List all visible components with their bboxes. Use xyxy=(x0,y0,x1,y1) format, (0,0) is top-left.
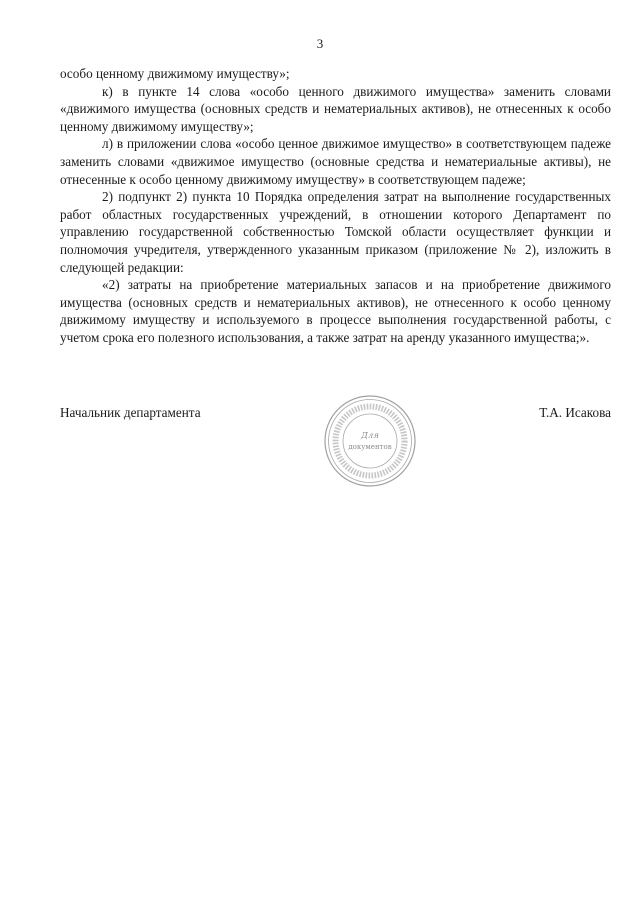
paragraph-continuation: особо ценному движимому имуществу»; xyxy=(60,66,290,81)
page-number: 3 xyxy=(316,36,324,51)
seal-center-text-top: Для xyxy=(361,431,379,441)
signer-title: Начальник департамента xyxy=(60,405,201,420)
paragraph-quoted-edition: «2) затраты на приобретение материальных запасов и на приобретение движимого имущества (основных средств и нематериальных активов), не отнесенного к особо ценному движимому имуществу и используемого в процессе выполнения государственной работы, с учетом срока его полезного использования, а также затрат на аренду указанного имущества;». xyxy=(60,277,611,345)
paragraph-item-k: к) в пункте 14 слова «особо ценного движимого имущества» заменить словами «движимого имущества (основных средств и нематериальных активов), не отнесенных к особо ценному движимому имуществу»; xyxy=(60,83,611,134)
official-seal-stamp xyxy=(322,393,418,489)
paragraph-item-l: л) в приложении слова «особо ценное движимое имущество» в соответствующем падеже заменить словами «движимое имущество (основные средства и нематериальные активы), не отнесенные к особо ценному движимому имуществу» в соответствующем падеже; xyxy=(60,136,611,187)
seal-center-text-bottom: документов xyxy=(348,443,392,451)
paragraph-item-2: 2) подпункт 2) пункта 10 Порядка определения затрат на выполнение государственных работ областных государственных учреждений, в отношении которого Департамент по управлению государственной собственностью Томской области осуществляет функции и полномочия учредителя, утвержденного указанным приказом (приложение № 2), изложить в следующей редакции: xyxy=(60,189,611,275)
document-body xyxy=(60,65,611,347)
signer-name: Т.А. Исакова xyxy=(539,405,611,420)
seal-icon xyxy=(322,393,418,489)
